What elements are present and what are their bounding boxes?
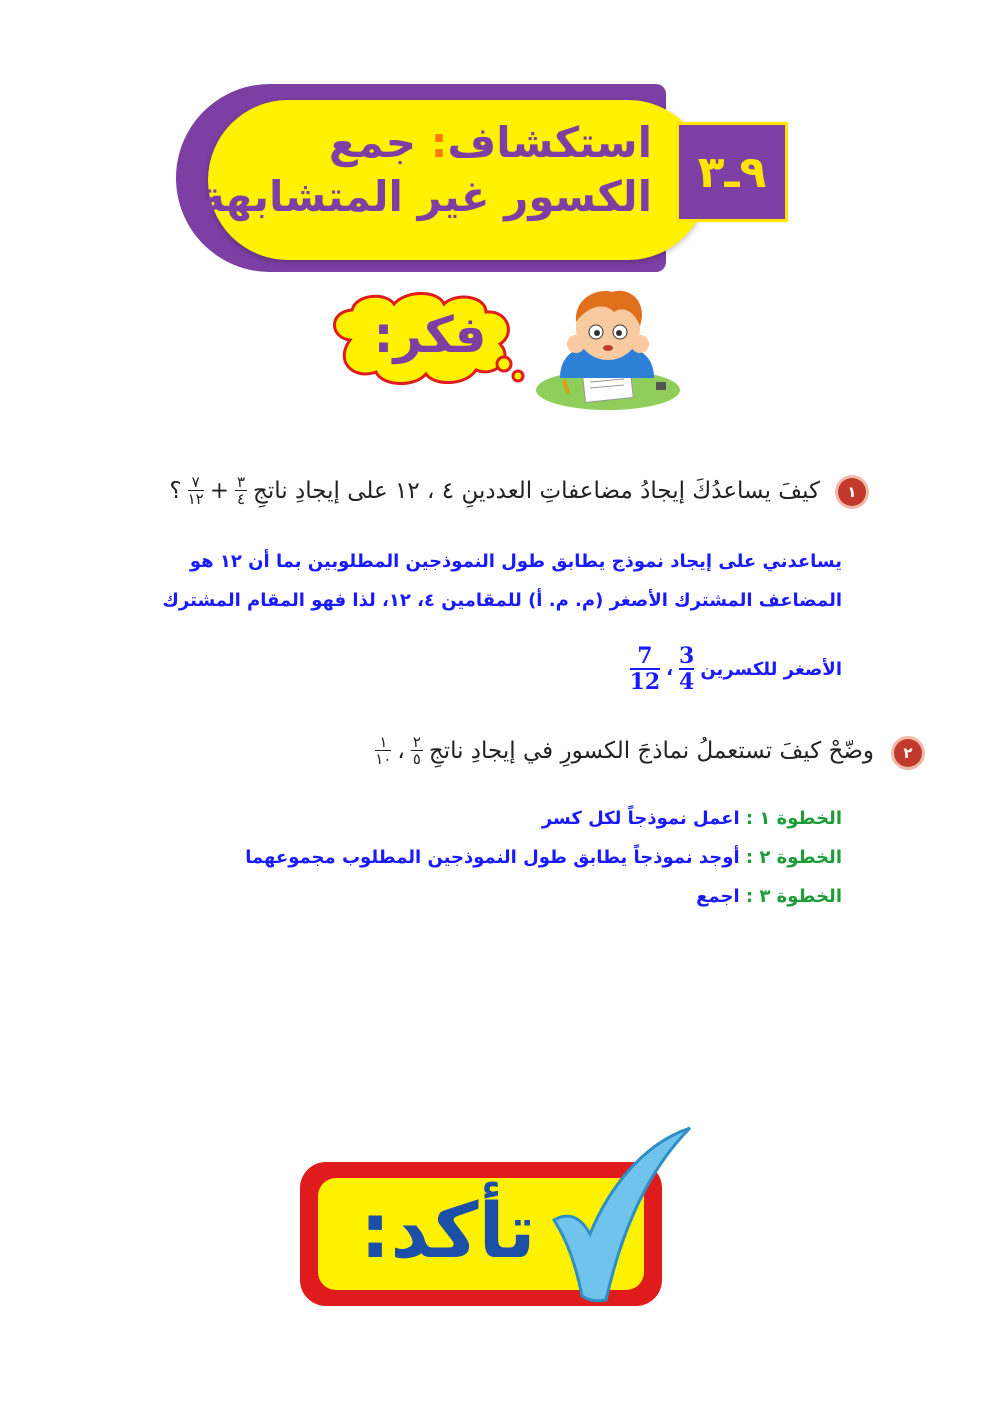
question-2-step-3: [696, 886, 842, 907]
lesson-number-badge: [676, 122, 788, 222]
question-1-text: [169, 474, 820, 507]
question-1-operator: +: [209, 477, 230, 504]
answer-separator: ،: [666, 658, 674, 680]
question-1-fraction-b: [188, 474, 204, 507]
question-1-answer-line3: [630, 644, 842, 694]
question-1-answer-line1: يساعدني على إيجاد نموذج يطابق طول النموذجين المطلوبين بما أن ١٢ هو: [189, 551, 842, 572]
fraction-numerator: ٢: [412, 733, 421, 751]
step-label: الخطوة ١ :: [745, 808, 842, 829]
question-2-separator: ،: [397, 737, 405, 764]
question-2-step-2: [245, 847, 842, 868]
answer-line3-text: الأصغر للكسرين: [700, 658, 842, 680]
confirm-heading: تأكد:: [360, 1186, 536, 1275]
title-colon: :: [430, 118, 448, 167]
step-label: الخطوة ٣ :: [745, 886, 842, 907]
lesson-title-line1: [329, 118, 652, 167]
question-2-number-badge: [894, 739, 922, 767]
question-1-answer-line2: المضاعف المشترك الأصغر (م. م. أ) للمقامين ٤، ١٢، لذا فهو المقام المشترك: [162, 590, 842, 611]
question-2-fraction-a: [411, 734, 423, 767]
lesson-number: ٩ـ٣: [697, 146, 767, 198]
answer-fraction-a: [679, 644, 694, 694]
thinking-kid-illustration: [530, 282, 680, 412]
fraction-numerator: 3: [679, 643, 695, 669]
lesson-title-line2: الكسور غير المتشابهة: [200, 172, 652, 221]
fraction-denominator: ١٠: [375, 750, 392, 768]
title-word: جمع: [328, 118, 416, 167]
fraction-denominator: ٤: [237, 490, 246, 508]
fraction-numerator: ٧: [191, 473, 200, 491]
question-1-prompt: كيفَ يساعدُكَ إيجادُ مضاعفاتِ العددينِ ٤ ، ١٢ على إيجادِ ناتجِ: [253, 477, 820, 504]
question-1-number-badge: [838, 478, 866, 506]
fraction-denominator: ٥: [412, 750, 421, 768]
fraction-numerator: ٣: [237, 473, 246, 491]
checkmark-icon: [546, 1124, 696, 1304]
answer-fraction-b: [630, 644, 661, 694]
question-2-number: ٢: [903, 744, 913, 762]
title-prefix: استكشاف: [447, 118, 652, 167]
question-1-number: ١: [847, 483, 857, 501]
question-2-text: [375, 734, 874, 767]
step-text: أوجد نموذجاً يطابق طول النموذجين المطلوب مجموعهما: [245, 847, 740, 868]
step-text: اعمل نموذجاً لكل كسر: [541, 808, 740, 829]
fraction-denominator: 12: [629, 669, 661, 695]
question-2-prompt: وضّحْ كيفَ تستعملُ نماذجَ الكسورِ في إيجادِ ناتجِ: [428, 737, 874, 764]
fraction-numerator: ١: [379, 733, 388, 751]
think-heading: فكر:: [373, 306, 487, 364]
fraction-denominator: ١٢: [187, 490, 204, 508]
fraction-numerator: 7: [637, 643, 653, 669]
fraction-denominator: 4: [679, 669, 695, 695]
question-2-fraction-b: [375, 734, 391, 767]
step-label: الخطوة ٢ :: [745, 847, 842, 868]
question-1-mark: ؟: [169, 477, 182, 504]
question-1-fraction-a: [235, 474, 247, 507]
step-text: اجمع: [696, 886, 740, 907]
question-2-step-1: [542, 808, 842, 829]
